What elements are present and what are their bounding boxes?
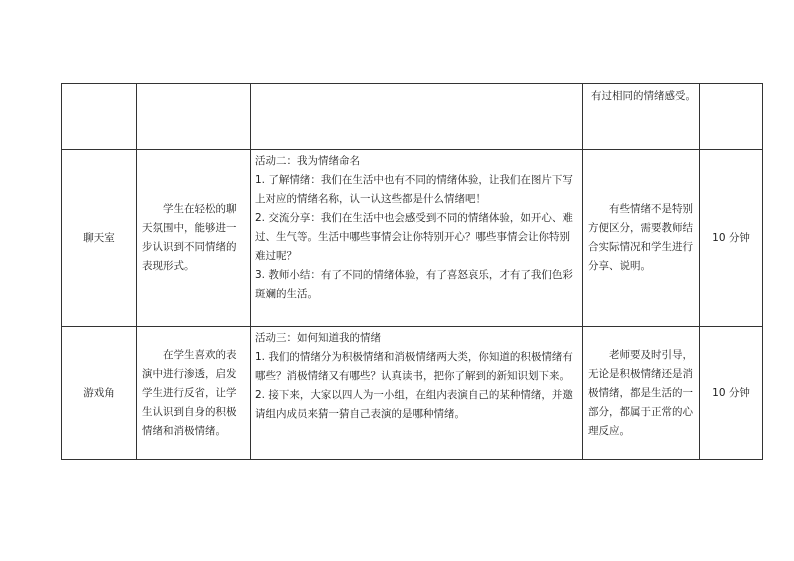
activity-title: 活动三：如何知道我的情绪 bbox=[255, 332, 381, 344]
goal-cell bbox=[137, 327, 251, 460]
goal-cell bbox=[137, 150, 251, 327]
note-text: 有些情绪不是特别方便区分，需要教师结合实际情况和学生进行分享、说明。 bbox=[588, 203, 693, 272]
table-cell bbox=[62, 84, 137, 150]
activity-step: 1. 了解情绪：我们在生活中也有不同的情绪体验，让我们在图片下写上对应的情绪名称，认一认这些都是什么情绪吧！ bbox=[255, 174, 573, 205]
table-row bbox=[62, 84, 763, 150]
table-row bbox=[62, 150, 763, 327]
activity-step: 2. 交流分享：我们在生活中也会感受到不同的情绪体验，如开心、难过、生气等。生活中哪些事情会让你特别开心？哪些事情会让你特别难过呢？ bbox=[255, 212, 573, 262]
note-cell: 有过相同的情绪感受。 bbox=[583, 84, 700, 150]
time-cell: 10 分钟 bbox=[700, 327, 763, 460]
section-name-cell: 聊天室 bbox=[62, 150, 137, 327]
table-cell bbox=[700, 84, 763, 150]
activity-cell bbox=[251, 150, 583, 327]
note-cell bbox=[583, 150, 700, 327]
activity-title: 活动二：我为情绪命名 bbox=[255, 155, 360, 167]
time-cell: 10 分钟 bbox=[700, 150, 763, 327]
section-name-cell: 游戏角 bbox=[62, 327, 137, 460]
activity-step: 3. 教师小结：有了不同的情绪体验，有了喜怒哀乐，才有了我们色彩斑斓的生活。 bbox=[255, 269, 573, 300]
goal-text: 在学生喜欢的表演中进行渗透，启发学生进行反省，让学生认识到自身的积极情绪和消极情绪。 bbox=[142, 348, 237, 437]
note-text: 老师要及时引导，无论是积极情绪还是消极情绪，都是生活的一部分，都属于正常的心理反应。 bbox=[588, 348, 693, 437]
activity-step: 2. 接下来，大家以四人为一小组，在组内表演自己的某种情绪，并邀请组内成员来猜一猜自己表演的是哪种情绪。 bbox=[255, 389, 573, 420]
goal-text: 学生在轻松的聊天氛围中，能够进一步认识到不同情绪的表现形式。 bbox=[142, 203, 237, 272]
note-cell bbox=[583, 327, 700, 460]
activity-step: 1. 我们的情绪分为积极情绪和消极情绪两大类，你知道的积极情绪有哪些？消极情绪又有哪些？认真读书，把你了解到的新知识划下来。 bbox=[255, 351, 573, 382]
table-cell bbox=[137, 84, 251, 150]
activity-cell bbox=[251, 327, 583, 460]
table-cell bbox=[251, 84, 583, 150]
lesson-plan-table bbox=[61, 83, 763, 460]
table-row bbox=[62, 327, 763, 460]
